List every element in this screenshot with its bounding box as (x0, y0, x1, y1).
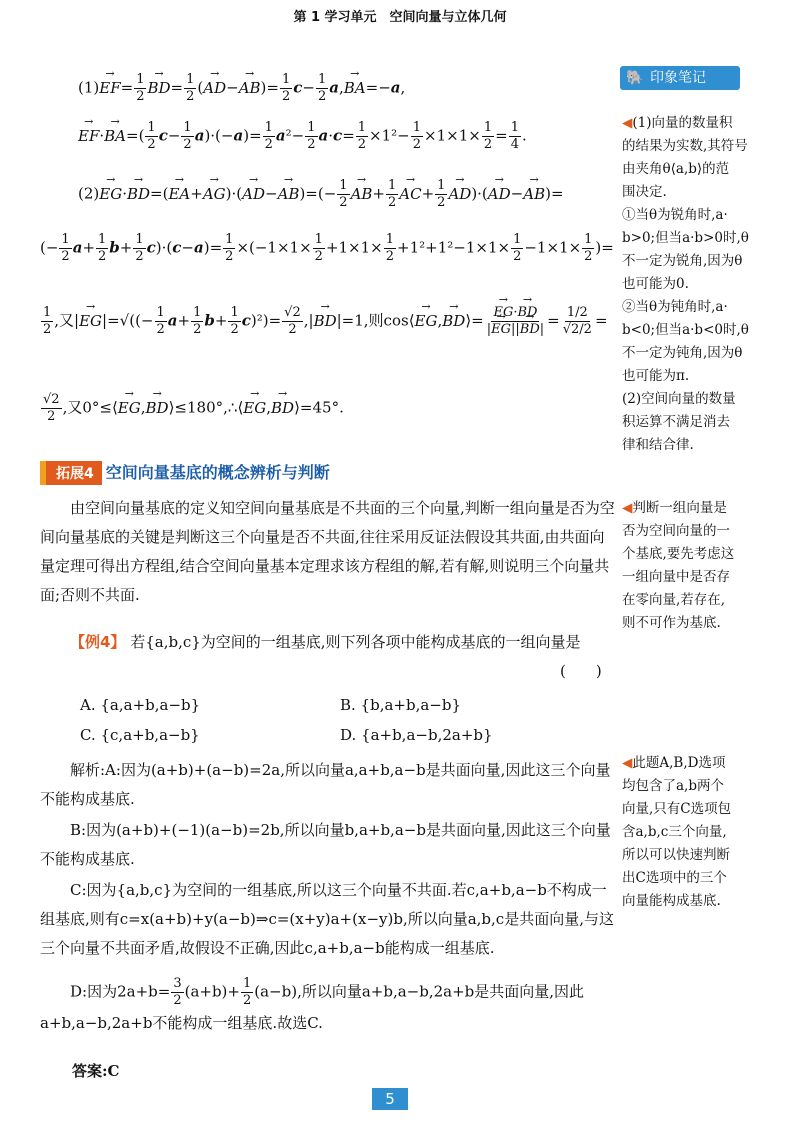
section-header (40, 460, 615, 484)
side-note-line: ◀判断一组向量是 (622, 500, 727, 516)
option-c: C. {c,a+b,a−b} (80, 726, 200, 744)
page-number: 5 (372, 1088, 408, 1110)
note-badge-label: 印象笔记 (650, 70, 706, 86)
side-note-line: b<0;但当a·b<0时,θ (622, 322, 749, 338)
answer-bracket: ( ) (560, 662, 602, 680)
side-note-3 (622, 752, 782, 913)
section-title: 空间向量基底的概念辨析与判断 (105, 463, 330, 482)
solution-d-part2: (a+b)+ (184, 982, 240, 1001)
side-note-1 (622, 112, 782, 457)
side-note-line: b>0;但当a·b>0时,θ (622, 230, 749, 246)
side-note-line: 则不可作为基底. (622, 615, 721, 631)
section-tag: 拓展4 (40, 461, 102, 485)
side-note-line: ◀此题A,B,D选项 (622, 755, 726, 771)
side-note-line: 律和结合律. (622, 437, 694, 453)
solution-c: C:因为{a,b,c}为空间的一组基底,所以这三个向量不共面.若c,a+b,a−b不构成一组基底,则有c=x(a+b)+y(a−b)⇒c=(x+y)a+(x−y)b,所以向量a,b,c是共面向量,与这三个向量不共面矛盾,故假设不正确,因此c,a+b,a−b能构成一组基底. (40, 881, 614, 957)
side-note-line: 围决定. (622, 184, 667, 200)
page-header: 第 1 学习单元 空间向量与立体几何 (293, 10, 507, 25)
option-d: D. {a+b,a−b,2a+b} (340, 726, 493, 744)
eq-line-4: (− $\frac{1}{2}$ a+ $\frac{1}{2}$ b+ $\frac{1}{2}$ c)·(c−a)= $\frac{1}{2}$ ×(−1×1× $\frac{1}{2}$ +1×1× $\frac{1}{2}$ +1²+1²−1×1× $\frac{1}{2}$ −1×1× $\frac{1}{2}$ )= (40, 232, 614, 264)
example-label: 【例4】 (70, 633, 126, 651)
option-a: A. {a,a+b,a−b} (80, 696, 201, 714)
eq-line-5: $\frac{1}{2}$ ,又|→ EG|=√((− $\frac{1}{2}$ a+ $\frac{1}{2}$ b+ $\frac{1}{2}$ c)²)= $\frac{√2}{2}$ ,|→ BD|=1,则cos⟨→ EG,→ BD⟩= → $\frac{EG\cdot\to BD}{|\to EG||\to BD|}$ = $\frac{1/2}{√2/2}$ = (40, 305, 608, 338)
solution-b: B:因为(a+b)+(−1)(a−b)=2b,所以向量b,a+b,a−b是共面向量,因此这三个向量不能构成基底. (40, 821, 611, 868)
side-note-line: ②当θ为钝角时,a· (622, 299, 728, 315)
side-note-line: 向量,只有C选项包 (622, 801, 732, 817)
intro-paragraph: 由空间向量基底的定义知空间向量基底是不共面的三个向量,判断一组向量是否为空间向量基底的关键是判断这三个向量是否不共面,往往采用反证法假设其共面,由共面向量定理可得出方程组,结合空间向量基本定理求该方程组的解,若有解,则说明三个向量共面;否则不共面. (40, 499, 615, 604)
answer-line: 答案:C (72, 1062, 120, 1080)
side-note-line: 也可能为π. (622, 368, 690, 384)
side-note-line: 向量能构成基底. (622, 893, 721, 909)
side-note-line: 出C选项中的三个 (622, 870, 727, 886)
eq-line-2: → EF·→ BA=( $\frac{1}{2}$ c− $\frac{1}{2}$ a)·(−a)= $\frac{1}{2}$ a²− $\frac{1}{2}$ a·c= $\frac{1}{2}$ ×1²− $\frac{1}{2}$ ×1×1× $\frac{1}{2}$ = $\frac{1}{4}$ . (78, 120, 527, 153)
side-note-line: ①当θ为锐角时,a· (622, 207, 728, 223)
option-b: B. {b,a+b,a−b} (340, 696, 462, 714)
side-note-line: 否为空间向量的一 (622, 523, 730, 539)
side-note-2 (622, 497, 782, 635)
side-note-line: 积运算不满足消去 (622, 414, 730, 430)
note-badge (620, 66, 740, 90)
side-note-line: 也可能为0. (622, 276, 689, 292)
side-note-line: (2)空间向量的数量 (622, 391, 736, 407)
side-note-line: 所以可以快速判断 (622, 847, 730, 863)
eq-line-3: (2)→ EG·→ BD=(→ EA+→ AG)·(→ AD−→ AB)=(− $\frac{1}{2}$ → AB+ $\frac{1}{2}$ → AC+ $\frac{1}{2}$ → AD)·(→ AD−→ AB)= (78, 178, 564, 211)
solution-d-part1: D:因为2a+b= (70, 982, 171, 1001)
solution-d-part3: (a−b),所以向量a+b,a−b,2a+b是共面向量,因此a+b,a−b,2a+b不能构成一组基底.故选C. (40, 982, 585, 1032)
side-note-line: 在零向量,若存在, (622, 592, 726, 608)
side-note-line: 由夹角θ⟨a,b⟩的范 (622, 161, 730, 177)
side-note-line: 一组向量中是否存 (622, 569, 730, 585)
side-note-line: 个基底,要先考虑这 (622, 546, 735, 562)
side-note-line: 不一定为钝角,因为θ (622, 345, 743, 361)
side-note-line: 的结果为实数,其符号 (622, 138, 748, 154)
eq-line-6: $\frac{√2}{2}$ ,又0°≤⟨→ EG,→ BD⟩≤180°,∴⟨→ EG,→ BD⟩=45°. (40, 392, 344, 425)
solution-a: 解析:A:因为(a+b)+(a−b)=2a,所以向量a,a+b,a−b是共面向量,因此这三个向量不能构成基底. (40, 761, 611, 808)
side-note-line: 含a,b,c三个向量, (622, 824, 727, 840)
example-stem (40, 628, 615, 657)
elephant-icon: 🐘 (626, 70, 644, 86)
side-note-line: 均包含了a,b两个 (622, 778, 724, 794)
side-note-line: 不一定为锐角,因为θ (622, 253, 743, 269)
solution-d: D:因为2a+b= $\frac{3}{2}$ (a+b)+ $\frac{1}{2}$ (a−b),所以向量a+b,a−b,2a+b是共面向量,因此a+b,a−b,2a+b不能构成一组基底.故选C. (40, 976, 585, 1032)
side-note-line: ◀(1)向量的数量积 (622, 115, 733, 131)
eq-line-1: (1)→ EF= $\frac{1}{2}$ → BD= $\frac{1}{2}$ (→ AD−→ AB)= $\frac{1}{2}$ c− $\frac{1}{2}$ a,→ BA=−a, (78, 72, 405, 105)
example-question: 若{a,b,c}为空间的一组基底,则下列各项中能构成基底的一组向量是 (130, 633, 581, 651)
